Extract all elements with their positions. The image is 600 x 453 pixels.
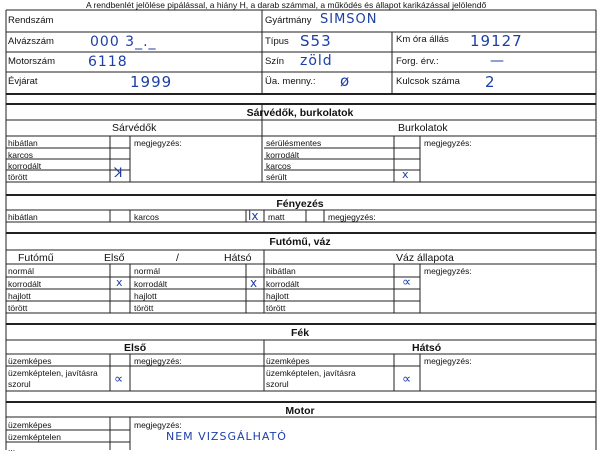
fek-hatso-row-1: üzemképes [266,356,310,366]
burkolat-row-3: karcos [266,161,292,171]
fenyezes-mark: lx [248,209,259,223]
futomu-elso-row-3: hajlott [8,291,31,301]
fek-elso-remark-label: megjegyzés: [134,356,182,366]
fek-elso-row-1: üzemképes [8,356,52,366]
forg-label: Forg. érv.: [396,56,439,67]
vaz-remark-label: megjegyzés: [424,266,472,276]
vaz-allapota-subtitle: Váz állapota [396,252,454,264]
gyartmany-label: Gyártmány [265,15,312,26]
futomu-hatso-row-2: korrodált [134,279,168,289]
fenyezes-section-title: Fényezés [276,198,324,210]
futomu-hatso: Hátsó [224,252,252,264]
vaz-row-4: törött [266,303,286,313]
futomu-hatso-row-3: hajlott [134,291,157,301]
burkolat-row-2: korrodált [266,150,300,160]
futomu-elso: Első [104,252,125,264]
szin-label: Szín [265,56,285,67]
gyartmany-value: SIMSON [320,12,378,27]
fek-hatso-mark: ∝ [402,372,412,387]
futomu-slash: / [176,252,179,264]
rendszam-label: Rendszám [8,15,54,26]
sarvedo-row-3: korrodált [8,161,42,171]
fenyezes-item-1: hibátlan [8,212,38,222]
sarvedok-subtitle: Sárvédők [112,122,157,134]
motorszam-value: 6118 [88,54,128,70]
futomu-hatso-mark: x [250,276,258,290]
burkolat-remark-label: megjegyzés: [424,138,472,148]
futomu-subtitle: Futómű [18,252,54,264]
motor-row-3: ... [8,443,16,453]
ua-label: Üa. menny.: [265,76,316,87]
motor-row-1: üzemképes [8,420,52,430]
motor-row-2: üzemképtelen [8,432,61,442]
futomu-hatso-row-4: törött [134,303,154,313]
fek-elso-subtitle: Első [124,342,147,354]
futomu-elso-row-2: korrodált [8,279,42,289]
futomu-elso-mark: x [116,276,123,289]
fenyezes-remark-label: megjegyzés: [328,212,376,222]
fek-elso-row-2a: üzemképtelen, javításra [8,368,98,378]
motorszam-label: Motorszám [8,56,55,67]
fek-hatso-subtitle: Hátsó [412,342,442,354]
fenyezes-item-3: matt [268,212,285,222]
km-label: Km óra állás [396,34,449,45]
alvazszam-value: 000 3_._ [90,34,157,50]
kulcs-value: 2 [485,73,496,91]
futomu-elso-row-4: törött [8,303,28,313]
tipus-label: Típus [265,36,289,47]
motor-section-title: Motor [285,405,315,417]
sarvedo-row-1: hibátlan [8,138,38,148]
forg-value: — [490,53,505,69]
fek-section-title: Fék [290,327,310,339]
fek-elso-mark: ∝ [114,372,124,387]
szin-value: zöld [300,53,333,69]
burkolat-row-4: sérült [266,172,287,182]
fek-hatso-row-2b: szorul [266,379,289,389]
fek-hatso-row-2a: üzemképtelen, javításra [266,368,356,378]
sarvedo-row-2: karcos [8,150,34,160]
burkolat-mark: x [402,168,409,181]
futomu-section-title: Futómű, váz [269,236,331,248]
alvazszam-label: Alvázszám [8,36,54,47]
sarvedok-section-title: Sárvédők, burkolatok [246,107,354,119]
fek-elso-row-2b: szorul [8,379,31,389]
instruction-note: A rendbenlét jelölése pipálással, a hiány H, a darab számmal, a működés és állapot karikázással jelölendő [86,0,487,10]
kulcs-label: Kulcsok száma [396,76,460,87]
vaz-row-2: korrodált [266,279,300,289]
fenyezes-item-2: karcos [134,212,160,222]
vaz-row-1: hibátlan [266,266,296,276]
motor-handwritten-note: NEM VIZSGÁLHATÓ [166,430,287,443]
tipus-value: S53 [300,32,332,50]
ua-value: ø [340,72,350,90]
evjarat-label: Évjárat [8,76,38,87]
sarvedo-mark: ꓘ [114,166,123,181]
sarvedo-row-4: törött [8,172,28,182]
evjarat-value: 1999 [130,73,173,91]
burkolatok-subtitle: Burkolatok [398,122,448,134]
vaz-row-3: hajlott [266,291,289,301]
km-value: 19127 [470,32,523,50]
motor-remark-label: megjegyzés: [134,420,182,430]
vaz-mark: ∝ [402,275,412,290]
fek-hatso-remark-label: megjegyzés: [424,356,472,366]
futomu-elso-row-1: normál [8,266,34,276]
futomu-hatso-row-1: normál [134,266,160,276]
burkolat-row-1: sérülésmentes [266,138,322,148]
sarvedo-remark-label: megjegyzés: [134,138,182,148]
